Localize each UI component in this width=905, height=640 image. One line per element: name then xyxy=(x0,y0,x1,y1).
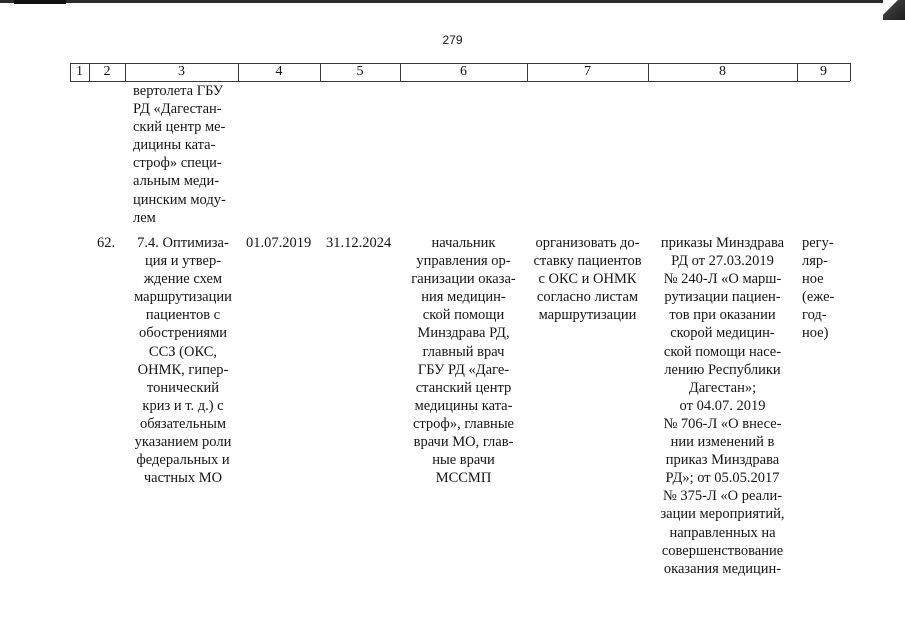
text-line: № 706-Л «О внесе- xyxy=(663,415,782,432)
header-col-8: 8 xyxy=(719,64,726,79)
text-line: обострениями xyxy=(139,325,227,342)
text-line: медицины ката- xyxy=(414,397,513,414)
text-line: маршрутизации xyxy=(134,289,232,306)
text-line: приказы Минздрава xyxy=(660,235,785,251)
text-line: начальник xyxy=(431,235,496,251)
text-line: пациентов с xyxy=(145,307,221,324)
text-line: указанием роли xyxy=(134,434,232,451)
text-line: нии изменений в xyxy=(670,434,775,451)
text-line: МССМП xyxy=(435,470,492,487)
row-col7-result xyxy=(527,234,648,324)
text-line: ский центр ме- xyxy=(133,119,226,136)
text-line: РД»; от 05.05.2017 xyxy=(665,470,780,487)
text-line: цинским моду- xyxy=(133,191,226,208)
header-col-4: 4 xyxy=(275,64,283,79)
scan-mark xyxy=(14,0,66,4)
text-line: 7.4. Оптимиза- xyxy=(137,235,229,251)
text-line: вертолета ГБУ xyxy=(133,83,224,99)
text-line: обязательным xyxy=(139,415,227,432)
row-number: 62. xyxy=(97,235,116,251)
text-line: ганизации оказа- xyxy=(411,271,516,288)
scan-border xyxy=(0,0,905,3)
text-line: РД от 27.03.2019 xyxy=(671,253,774,270)
text-line: ное) xyxy=(802,325,829,342)
text-line: тов при оказании xyxy=(669,307,776,324)
text-line: регу- xyxy=(802,235,834,251)
row-start-date: 01.07.2019 xyxy=(246,235,312,251)
header-col-1: 1 xyxy=(76,64,83,79)
text-line: ОНМК, гипер- xyxy=(137,361,229,378)
text-line: Минздрава РД, xyxy=(417,325,510,342)
text-line: ляр- xyxy=(802,253,828,270)
text-line: лению Республики xyxy=(664,361,781,378)
text-line: РД «Дагестан- xyxy=(133,101,222,118)
row-col3-measure xyxy=(124,234,242,487)
text-line: № 375-Л «О реали- xyxy=(662,488,783,505)
text-line: № 240-Л «О марш- xyxy=(663,271,782,288)
text-line: ция и утвер- xyxy=(144,253,222,270)
row-col9-periodicity xyxy=(802,234,850,343)
text-line: маршрутизации xyxy=(538,307,637,324)
text-line: ния медицин- xyxy=(421,289,506,306)
text-line: с ОКС и ОНМК xyxy=(538,271,637,288)
text-line: ждение схем xyxy=(143,271,223,288)
text-line: год- xyxy=(802,307,827,324)
text-line: главный врач xyxy=(422,343,505,360)
text-line: станский центр xyxy=(415,379,512,396)
text-line: ставку пациентов xyxy=(533,253,642,270)
text-line: согласно листам xyxy=(536,289,639,306)
text-line: строф» специ- xyxy=(133,155,222,172)
row-col8-documents xyxy=(648,234,797,578)
text-line: дицины ката- xyxy=(133,137,216,154)
text-line: от 04.07. 2019 xyxy=(679,397,766,414)
row-end-date: 31.12.2024 xyxy=(326,235,392,251)
text-line: организовать до- xyxy=(535,235,640,251)
text-line: (еже- xyxy=(802,289,835,306)
text-line: ССЗ (ОКС, xyxy=(148,343,218,360)
text-line: приказ Минздрава xyxy=(665,452,780,469)
text-line: ГБУ РД «Даге- xyxy=(417,361,510,378)
text-line: лем xyxy=(133,209,156,226)
text-line: ные врачи xyxy=(432,452,495,469)
text-line: строф», главные xyxy=(412,415,514,432)
text-line: зации мероприятий, xyxy=(660,506,785,523)
table-column-divider xyxy=(850,63,851,81)
header-col-7: 7 xyxy=(584,64,591,79)
header-col-2: 2 xyxy=(103,64,111,79)
text-line: врачи МО, глав- xyxy=(413,434,514,451)
text-line: криз и т. д.) с xyxy=(142,397,224,414)
text-line: ской помощи насе- xyxy=(663,343,782,360)
row-col6-responsible xyxy=(400,234,527,487)
header-col-9: 9 xyxy=(820,64,827,79)
page-number: 279 xyxy=(442,33,463,47)
text-line: федеральных и xyxy=(136,452,230,469)
header-col-5: 5 xyxy=(356,64,364,79)
text-line: Дагестан»; xyxy=(688,379,757,396)
prev-row-col3 xyxy=(133,82,243,227)
text-line: тонический xyxy=(146,379,219,396)
text-line: альным меди- xyxy=(133,173,220,190)
text-line: управления ор- xyxy=(416,253,511,270)
text-line: направленных на xyxy=(669,524,776,541)
text-line: ской помощи xyxy=(422,307,505,324)
header-col-6: 6 xyxy=(460,64,467,79)
text-line: скорой медицин- xyxy=(670,325,775,342)
text-line: оказания медицин- xyxy=(663,560,782,577)
text-line: рутизации пациен- xyxy=(664,289,781,306)
text-line: совершенствование xyxy=(661,542,784,559)
text-line: ное xyxy=(802,271,824,288)
text-line: частных МО xyxy=(143,470,223,487)
header-col-3: 3 xyxy=(178,64,185,79)
scan-corner xyxy=(883,0,905,20)
